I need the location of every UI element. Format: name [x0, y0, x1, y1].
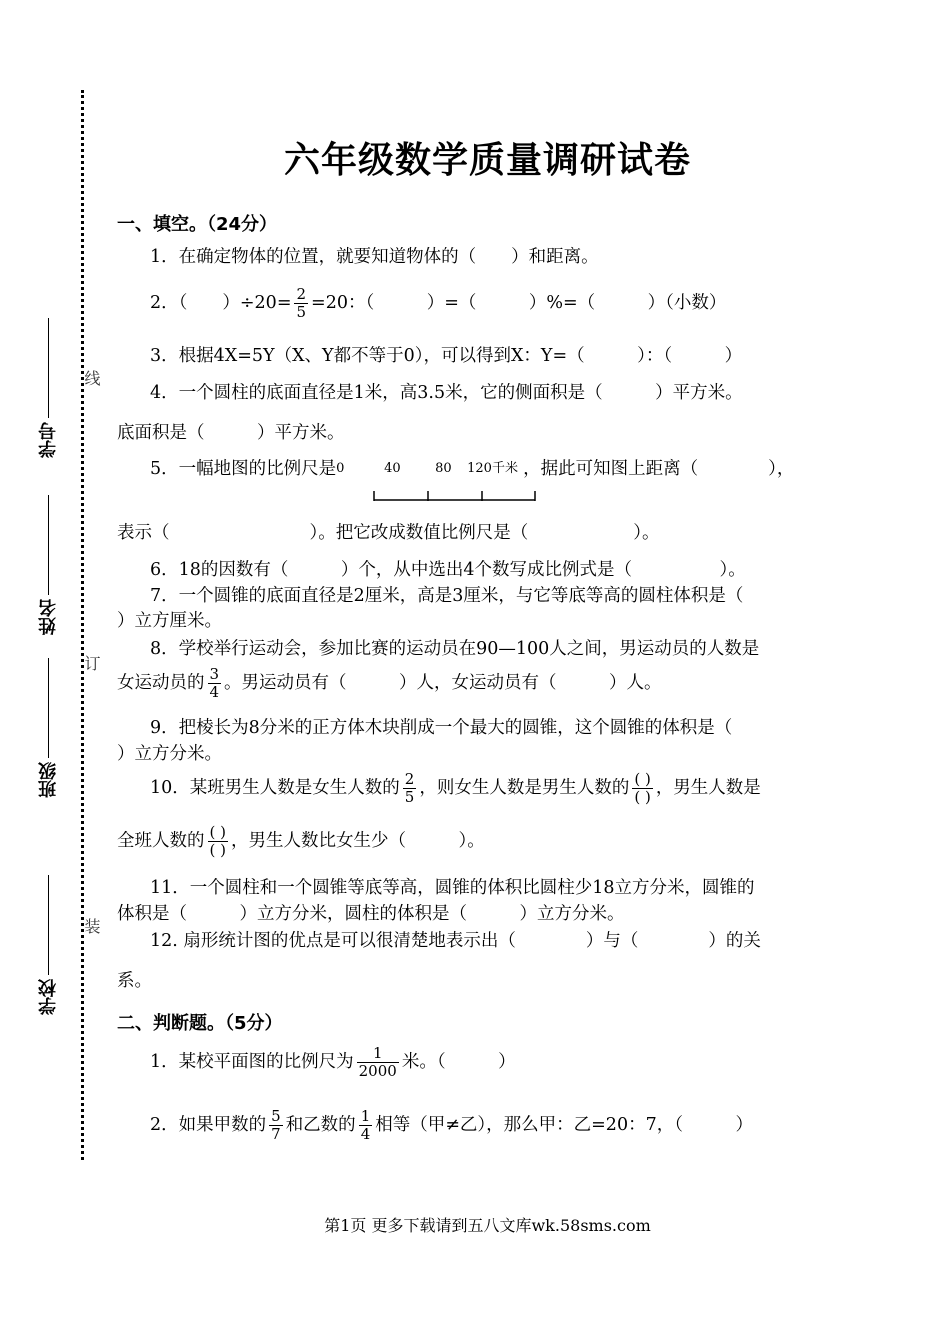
fraction-2-5-b: $\frac{2}{5}$ — [404, 770, 415, 806]
s1-question-1: 1．在确定物体的位置，就要知道物体的（ ）和距离。 — [150, 247, 599, 267]
scale-tick-120: 120千米 — [467, 461, 518, 476]
scale-tick-labels — [336, 460, 526, 480]
s1-question-7-line2: ）立方厘米。 — [117, 611, 222, 631]
s1-question-11-line1: 11．一个圆柱和一个圆锥等底等高，圆锥的体积比圆柱少18立方分米，圆锥的 — [150, 878, 755, 898]
class-label: 班级 — [38, 762, 59, 798]
name-field[interactable] — [36, 495, 62, 635]
binding-label-zhuang: 装 — [82, 918, 101, 934]
scale-tick-0: 0 — [336, 461, 345, 476]
s1-question-8-line1: 8．学校举行运动会，参加比赛的运动员在90—100人之间，男运动员的人数是 — [150, 639, 760, 659]
s1-question-10-line2: 全班人数的 $\frac{( )}{( )}$ ，男生人数比女生少（ ）。 — [117, 823, 485, 859]
class-line — [49, 658, 50, 758]
school-field[interactable] — [36, 875, 62, 1015]
class-field[interactable] — [36, 658, 62, 798]
fraction-1-2000: $\frac{1}{2000}$ — [358, 1044, 397, 1080]
s1-question-12-line1: 12. 扇形统计图的优点是可以很清楚地表示出（ ）与（ ）的关 — [150, 931, 761, 951]
s2-question-1: 1．某校平面图的比例尺为 $\frac{1}{2000}$ 米。（ ） — [150, 1044, 516, 1080]
s1-question-9-line2: ）立方分米。 — [117, 744, 222, 764]
school-line — [49, 875, 50, 975]
page-title: 六年级数学质量调研试卷 — [283, 140, 691, 181]
s1-question-5-line2: 表示（ ）。把它改成数值比例尺是（ ）。 — [117, 523, 660, 543]
s1-question-10-line1: 10．某班男生人数是女生人数的 $\frac{2}{5}$ ，则女生人数是男生人数的 $\frac{( )}{( )}$ ，男生人数是 — [150, 770, 761, 806]
student-number-label: 学号 — [38, 422, 59, 458]
name-label: 姓名 — [38, 599, 59, 635]
scale-bar — [373, 490, 536, 502]
fraction-1-4: $\frac{1}{4}$ — [360, 1107, 371, 1143]
s1-question-7-line1: 7．一个圆锥的底面直径是2厘米，高是3厘米，与它等底等高的圆柱体积是（ — [150, 586, 744, 606]
section1-heading: 一、填空。（24分） — [117, 214, 278, 235]
binding-label-ding: 订 — [82, 655, 101, 671]
s1-question-9-line1: 9．把棱长为8分米的正方体木块削成一个最大的圆锥，这个圆锥的体积是（ — [150, 718, 733, 738]
fraction-2-5: $\frac{2}{5}$ — [296, 285, 307, 321]
s2-question-2: 2．如果甲数的 $\frac{5}{7}$ 和乙数的 $\frac{1}{4}$ 相等（甲≠乙），那么甲：乙=20：7，（ ） — [150, 1107, 753, 1143]
scale-tick-40: 40 — [384, 461, 401, 476]
scale-tick-80: 80 — [435, 461, 452, 476]
s1-question-4-line2: 底面积是（ ）平方米。 — [117, 423, 345, 443]
student-number-field[interactable] — [36, 318, 62, 458]
binding-dotted-line — [81, 90, 84, 1160]
s1-question-2: 2．（ ）÷20= $\frac{2}{5}$ =20：（ ）=（ ）%=（ ）（小数） — [150, 285, 727, 321]
s1-question-12-line2: 系。 — [117, 971, 152, 991]
s1-question-3: 3．根据4X=5Y（X、Y都不等于0），可以得到X：Y=（ ）：（ ） — [150, 346, 743, 366]
fraction-3-4: $\frac{3}{4}$ — [209, 665, 220, 701]
binding-label-xian: 线 — [82, 370, 101, 386]
school-label: 学校 — [38, 979, 59, 1015]
fraction-blank-a: $\frac{( )}{( )}$ — [634, 770, 651, 806]
s1-question-4-line1: 4．一个圆柱的底面直径是1米，高3.5米，它的侧面积是（ ）平方米。 — [150, 383, 743, 403]
name-line — [49, 495, 50, 595]
fraction-5-7: $\frac{5}{7}$ — [271, 1107, 281, 1143]
s1-question-5-line1: 5．一幅地图的比例尺是 0 40 80 120千米 ，据此可知图上距离（ ）， — [150, 459, 795, 480]
s1-question-6: 6．18的因数有（ ）个，从中选出4个数写成比例式是（ ）。 — [150, 560, 746, 580]
fraction-blank-b: $\frac{( )}{( )}$ — [209, 823, 226, 859]
section2-heading: 二、判断题。（5分） — [117, 1013, 283, 1034]
s1-question-11-line2: 体积是（ ）立方分米，圆柱的体积是（ ）立方分米。 — [117, 904, 625, 924]
page-footer: 第1页 更多下载请到五八文库wk.58sms.com — [324, 1216, 651, 1235]
s1-question-8-line2: 女运动员的 $\frac{3}{4}$ 。男运动员有（ ）人，女运动员有（ ）人。 — [117, 665, 662, 701]
student-number-line — [49, 318, 50, 418]
